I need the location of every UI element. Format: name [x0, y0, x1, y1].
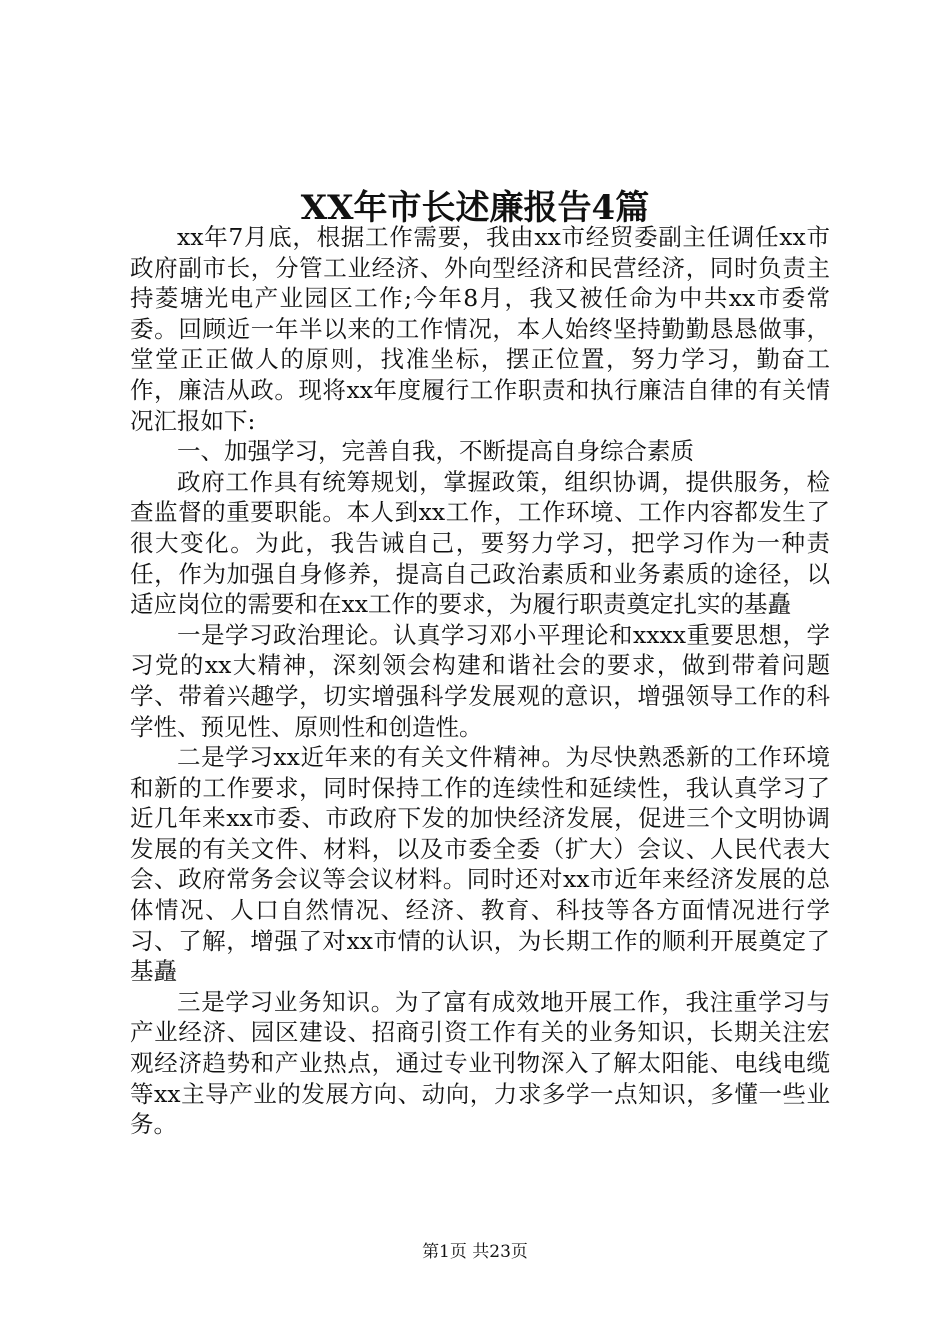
section-heading: 一、加强学习，完善自我，不断提高自身综合素质 [177, 437, 694, 466]
body-paragraph: 政府工作具有统筹规划，掌握政策，组织协调，提供服务，检查监督的重要职能。本人到xx工作，工作环境、工作内容都发生了很大变化。为此，我告诫自己，要努力学习，把学习作为一种责任，作为加强自身修养，提高自己政治素质和业务素质的途径，以适应岗位的需要和在xx工作的要求，为履行职责奠定扎实的基矗 [130, 467, 830, 619]
body-paragraph: 二是学习xx近年来的有关文件精神。为尽快熟悉新的工作环境和新的工作要求，同时保持工作的连续性和延续性，我认真学习了近几年来xx市委、市政府下发的加快经济发展，促进三个文明协调发展的有关文件、材料，以及市委全委（扩大）会议、人民代表大会、政府常务会议等会议材料。同时还对xx市近年来经济发展的总体情况、人口自然情况、经济、教育、科技等各方面情况进行学习、了解，增强了对xx市情的认识，为长期工作的顺利开展奠定了基矗 [130, 743, 830, 986]
body-paragraph: 一是学习政治理论。认真学习邓小平理论和xxxx重要思想，学习党的xx大精神，深刻领会构建和谐社会的要求，做到带着问题学、带着兴趣学，切实增强科学发展观的意识，增强领导工作的科学性、预见性、原则性和创造性。 [130, 620, 830, 741]
page-number-footer: 第1页 共23页 [422, 1242, 528, 1262]
document-body [130, 222, 830, 1140]
intro-paragraph: xx年7月底，根据工作需要，我由xx市经贸委副主任调任xx市政府副市长，分管工业经济、外向型经济和民营经济，同时负责主持菱塘光电产业园区工作;今年8月，我又被任命为中共xx市委常委。回顾近一年半以来的工作情况，本人始终坚持勤勤恳恳做事，堂堂正正做人的原则，找准坐标，摆正位置，努力学习，勤奋工作，廉洁从政。现将xx年度履行工作职责和执行廉洁自律的有关情况汇报如下: [130, 223, 830, 435]
body-paragraph: 三是学习业务知识。为了富有成效地开展工作，我注重学习与产业经济、园区建设、招商引资工作有关的业务知识，长期关注宏观经济趋势和产业热点，通过专业刊物深入了解太阳能、电线电缆等xx主导产业的发展方向、动向，力求多学一点知识，多懂一些业务。 [130, 987, 830, 1139]
document-title: XX年市长述廉报告4篇 [300, 188, 650, 228]
